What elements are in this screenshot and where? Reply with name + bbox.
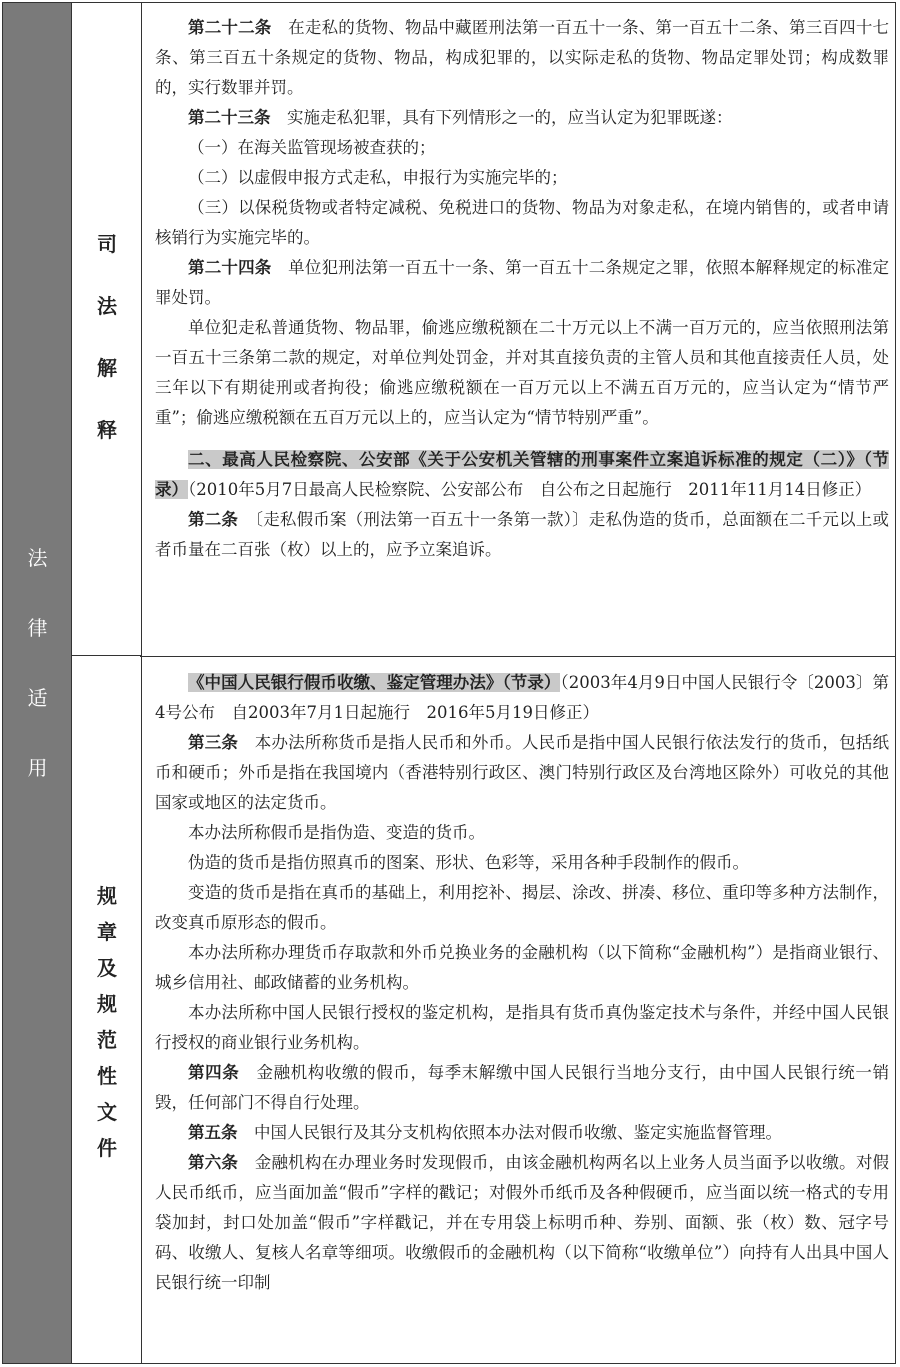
article-paragraph: 第二条 〔走私假币案（刑法第一百五十一条第一款）〕走私伪造的货币，总面额在二千元以上或者币量在二百张（枚）以上的，应予立案追诉。	[155, 510, 890, 559]
section-b-label	[72, 881, 142, 1169]
label-char: 释	[97, 418, 117, 442]
label-char: 性	[97, 1064, 117, 1088]
article-paragraph: 第二十四条 单位犯刑法第一百五十一条、第一百五十二条规定之罪，依照本解释规定的标准定罪处罚。	[155, 258, 890, 307]
outer-label-char: 用	[27, 756, 48, 780]
outer-label-char: 适	[27, 686, 48, 710]
label-char: 法	[97, 294, 117, 318]
label-char: 规	[97, 884, 117, 908]
article-paragraph: 第六条 金融机构在办理业务时发现假币，由该金融机构两名以上业务人员当面予以收缴。对假人民币纸币，应当面加盖“假币”字样的戳记；对假外币纸币及各种假硬币，应当面以统一格式的专用袋加封，封口处加盖“假币”字样戳记，并在专用袋上标明币种、券别、面额、张（枚）数、冠字号码、收缴人、复核人名章等细项。收缴假币的金融机构（以下简称“收缴单位”）向持有人出具中国人民银行统一印制	[155, 1153, 890, 1292]
outer-category-label	[3, 543, 72, 823]
outer-label-char: 律	[27, 616, 48, 640]
label-char: 范	[97, 1028, 117, 1052]
article-paragraph: 第三条 本办法所称货币是指人民币和外币。人民币是指中国人民银行依法发行的货币，包括纸币和硬币；外币是指在我国境内（香港特别行政区、澳门特别行政区及台湾地区除外）可收兑的其他国家或地区的法定货币。	[155, 733, 890, 812]
outer-category-column	[3, 3, 72, 1363]
article-paragraph: 变造的货币是指在真币的基础上，利用挖补、揭层、涂改、拼凑、移位、重印等多种方法制作，改变真币原形态的假币。	[155, 883, 889, 932]
article-paragraph: 本办法所称中国人民银行授权的鉴定机构，是指具有货币真伪鉴定技术与条件，并经中国人民银行授权的商业银行业务机构。	[155, 1003, 889, 1052]
label-char: 规	[97, 992, 117, 1016]
label-char: 司	[97, 232, 117, 256]
article-paragraph: 本办法所称办理货币存取款和外币兑换业务的金融机构（以下简称“金融机构”）是指商业银行、城乡信用社、邮政储蓄的业务机构。	[155, 943, 889, 992]
label-char: 件	[97, 1136, 117, 1160]
outer-label-char: 法	[27, 546, 48, 570]
label-char: 解	[97, 356, 117, 380]
section-b-label-cell	[72, 656, 142, 1363]
article-paragraph: 伪造的货币是指仿照真币的图案、形状、色彩等，采用各种手段制作的假币。	[188, 853, 749, 872]
section-a-content	[155, 13, 889, 565]
section-b-content	[155, 668, 889, 1298]
article-paragraph: （二）以虚假申报方式走私，申报行为实施完毕的；	[188, 168, 568, 187]
label-char: 文	[97, 1100, 117, 1124]
document-heading: 《中国人民银行假币收缴、鉴定管理办法》（节录）（2003年4月9日中国人民银行令〔2003〕第4号公布 自2003年7月1日起施行 2016年5月19日修正）	[155, 673, 890, 722]
article-paragraph: （一）在海关监管现场被查获的；	[188, 138, 436, 157]
table-frame	[2, 2, 896, 1364]
article-paragraph: （三）以保税货物或者特定减税、免税进口的货物、物品为对象走私，在境内销售的，或者申请核销行为实施完毕的。	[155, 198, 889, 247]
section-a-label	[72, 231, 142, 479]
article-paragraph: 本办法所称假币是指伪造、变造的货币。	[188, 823, 485, 842]
label-char: 章	[97, 920, 117, 944]
article-paragraph: 第四条 金融机构收缴的假币，每季末解缴中国人民银行当地分支行，由中国人民银行统一销毁，任何部门不得自行处理。	[155, 1063, 890, 1112]
label-char: 及	[97, 956, 117, 980]
article-paragraph: 第二十二条 在走私的货物、物品中藏匿刑法第一百五十一条、第一百五十二条、第三百四十七条、第三百五十条规定的货物、物品，构成犯罪的，以实际走私的货物、物品定罪处罚；构成数罪的，实行数罪并罚。	[155, 18, 890, 97]
section-a-label-cell	[72, 3, 142, 656]
document-heading: 二、最高人民检察院、公安部《关于公安机关管辖的刑事案件立案追诉标准的规定（二）》（节录）（2010年5月7日最高人民检察院、公安部公布 自公布之日起施行 2011年11月14日修正）	[155, 450, 889, 499]
article-paragraph: 第五条 中国人民银行及其分支机构依照本办法对假币收缴、鉴定实施监督管理。	[188, 1123, 782, 1142]
article-paragraph: 单位犯走私普通货物、物品罪，偷逃应缴税额在二十万元以上不满一百万元的，应当依照刑法第一百五十三条第二款的规定，对单位判处罚金，并对其直接负责的主管人员和其他直接责任人员，处三年以下有期徒刑或者拘役；偷逃应缴税额在一百万元以上不满五百万元的，应当认定为“情节严重”；偷逃应缴税额在五百万元以上的，应当认定为“情节特别严重”。	[155, 318, 889, 427]
row-divider	[140, 656, 895, 657]
article-paragraph: 第二十三条 实施走私犯罪，具有下列情形之一的，应当认定为犯罪既遂：	[188, 108, 733, 127]
